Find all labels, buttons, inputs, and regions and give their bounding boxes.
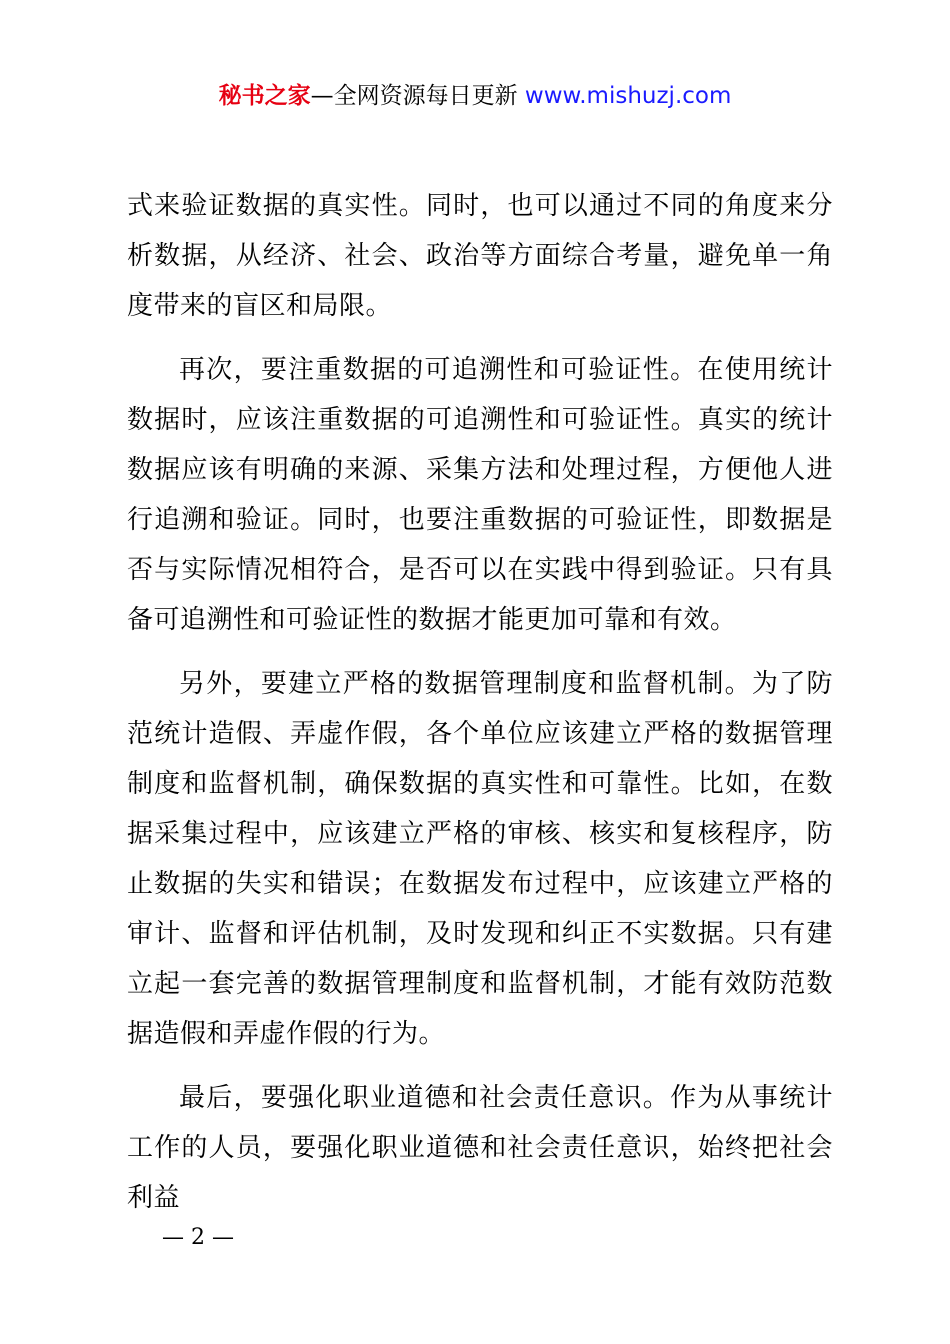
- paragraph-continued: 式来验证数据的真实性。同时，也可以通过不同的角度来分析数据，从经济、社会、政治等方面综合考量，避免单一角度带来的盲区和局限。: [127, 191, 833, 321]
- site-brand: 秘书之家: [218, 83, 311, 109]
- paragraph-ethics: 最后，要强化职业道德和社会责任意识。作为从事统计工作的人员，要强化职业道德和社会责任意识，始终把社会利益: [127, 1083, 833, 1213]
- page-number: — 2 —: [162, 1225, 234, 1250]
- document-body: [127, 181, 833, 1237]
- paragraph-management: 另外，要建立严格的数据管理制度和监督机制。为了防范统计造假、弄虚作假，各个单位应该建立严格的数据管理制度和监督机制，确保数据的真实性和可靠性。比如，在数据采集过程中，应该建立严格的审核、核实和复核程序，防止数据的失实和错误；在数据发布过程中，应该建立严格的审计、监督和评估机制，及时发现和纠正不实数据。只有建立起一套完善的数据管理制度和监督机制，才能有效防范数据造假和弄虚作假的行为。: [127, 669, 833, 1049]
- site-tagline: —全网资源每日更新: [310, 83, 525, 109]
- site-url-link[interactable]: www.mishuzj.com: [524, 83, 732, 109]
- site-header: [0, 78, 950, 114]
- paragraph-traceability: 再次，要注重数据的可追溯性和可验证性。在使用统计数据时，应该注重数据的可追溯性和可验证性。真实的统计数据应该有明确的来源、采集方法和处理过程，方便他人进行追溯和验证。同时，也要注重数据的可验证性，即数据是否与实际情况相符合，是否可以在实践中得到验证。只有具备可追溯性和可验证性的数据才能更加可靠和有效。: [127, 355, 833, 635]
